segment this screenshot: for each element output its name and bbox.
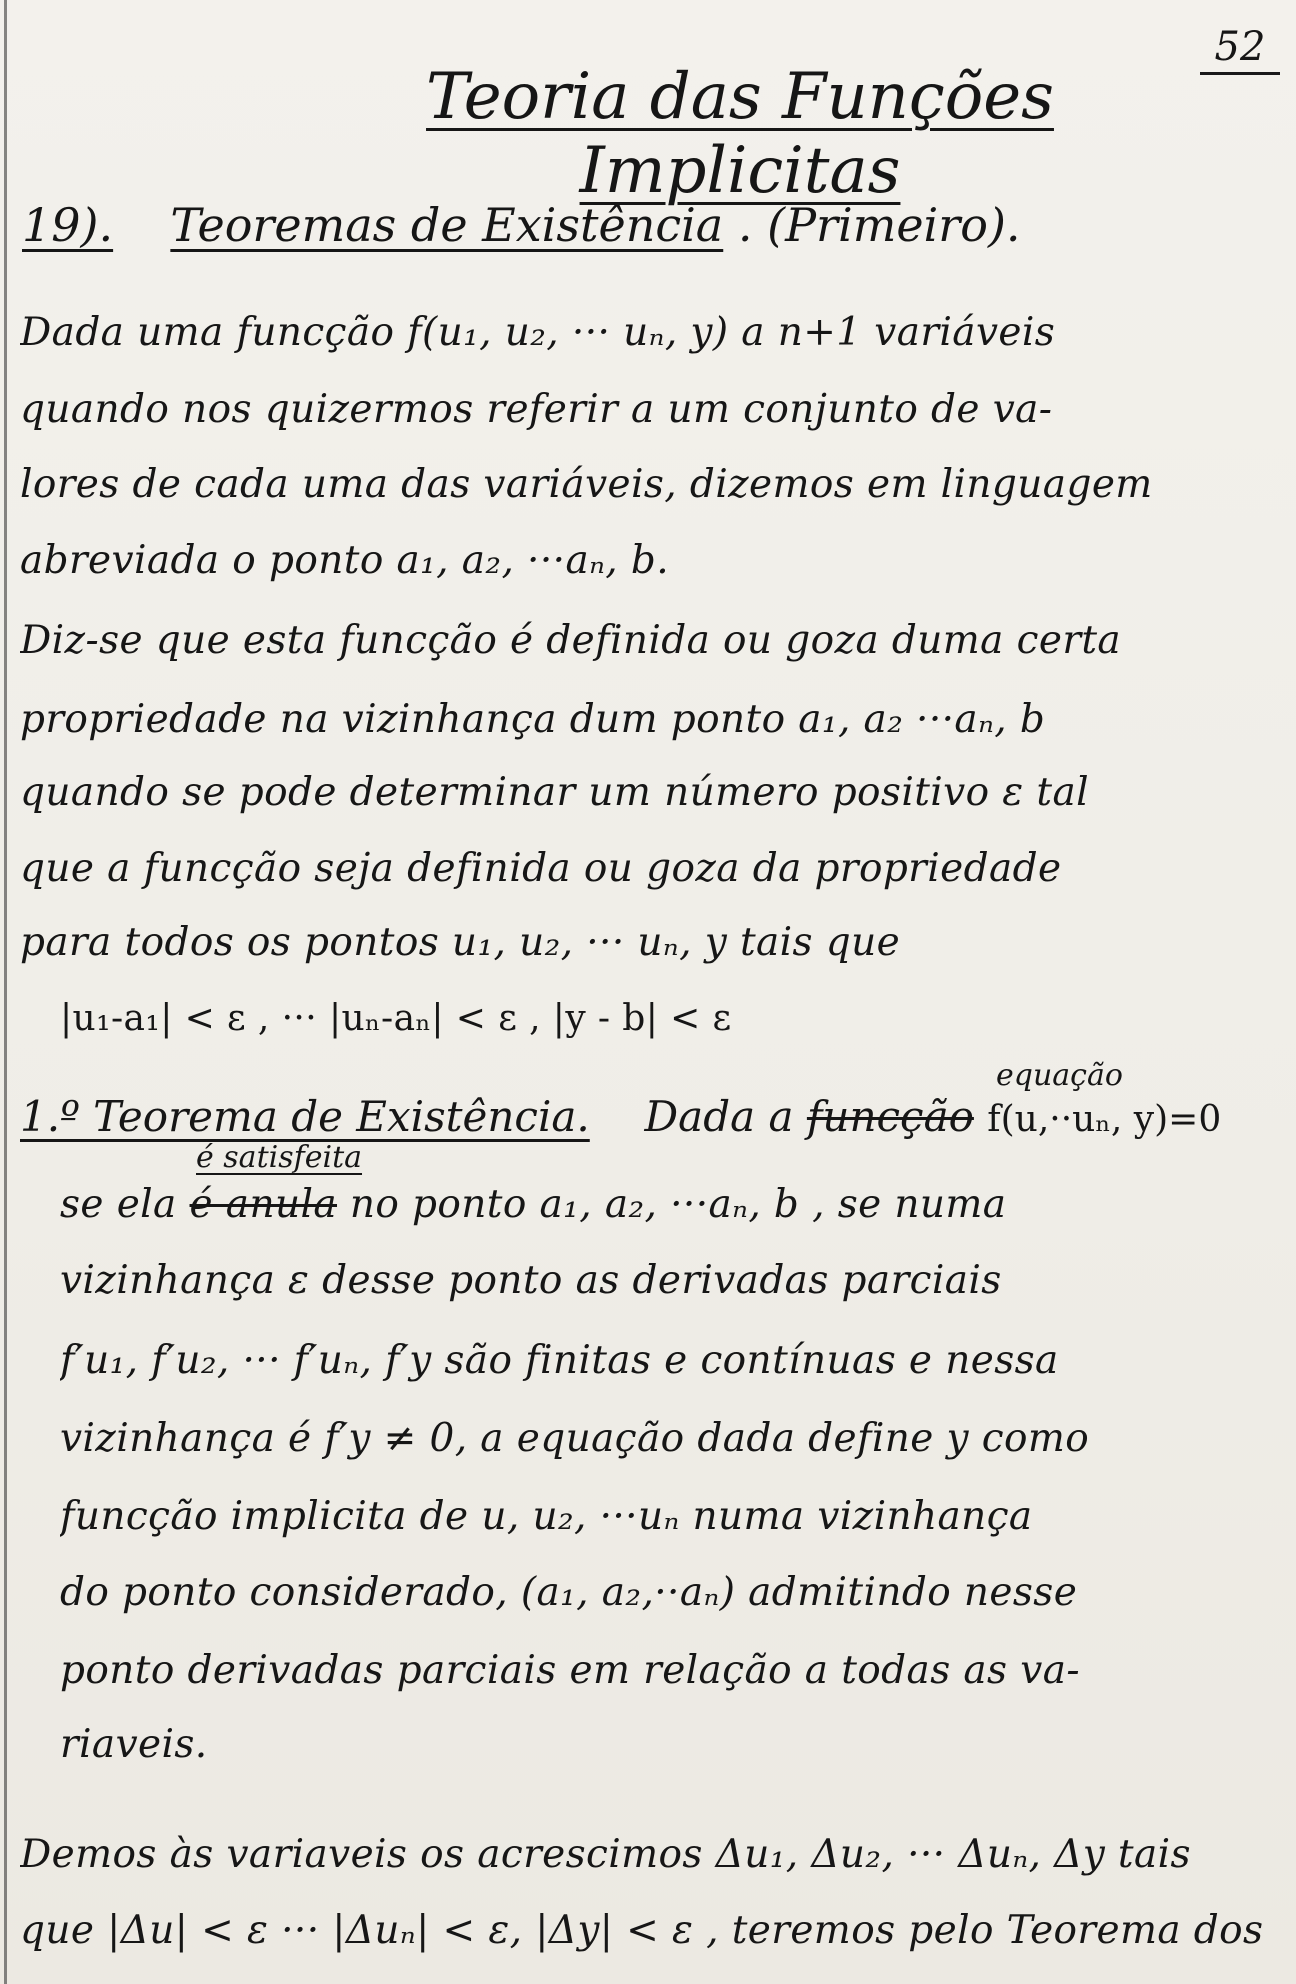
- theorem-line-5: funcção implicita de u, u₂, ···uₙ numa vizinhança: [60, 1494, 1033, 1539]
- paragraph1-line-2: quando nos quizermos referir a um conjunto de va-: [20, 387, 1053, 432]
- theorem-insert-equacao: equação: [996, 1058, 1123, 1093]
- theorem-line-3: f′u₁, f′u₂, ··· f′uₙ, f′y são finitas e contínuas e nessa: [60, 1338, 1059, 1383]
- theorem-insert-satisfeita: é satisfeita: [196, 1140, 363, 1175]
- paragraph1-line-7: quando se pode determinar um número positivo ε tal: [20, 770, 1090, 815]
- page-title: Teoria das Funções Implicitas: [426, 60, 1054, 208]
- page-number: 52: [1200, 24, 1280, 75]
- theorem-equation: f(u,··uₙ, y)=0: [987, 1099, 1222, 1140]
- theorem-line-4: vizinhança é f′y ≠ 0, a equação dada define y como: [60, 1416, 1090, 1461]
- theorem-title: 1.º Teorema de Existência.: [20, 1092, 590, 1141]
- theorem-line1-struck: é anula: [189, 1182, 338, 1227]
- theorem-line-1: [60, 1182, 1282, 1227]
- theorem-line1-rest: no ponto a₁, a₂, ···aₙ, b , se numa: [349, 1182, 1007, 1227]
- section-number: 19).: [22, 198, 114, 252]
- section-title: Teoremas de Existência: [170, 198, 724, 252]
- paragraph1-line-1: Dada uma funcção f(u₁, u₂, ··· uₙ, y) a n+1 variáveis: [20, 310, 1056, 355]
- theorem-line-8: riaveis.: [60, 1722, 208, 1767]
- paragraph2-line-2: que |Δu| < ε ··· |Δuₙ| < ε, |Δy| < ε , teremos pelo Teorema dos: [20, 1908, 1264, 1953]
- paragraph1-line-8: que a funcção seja definida ou goza da propriedade: [20, 846, 1062, 891]
- paragraph1-line-5: Diz-se que esta funcção é definida ou goza duma certa: [20, 618, 1122, 663]
- section-subtitle: . (Primeiro).: [737, 198, 1021, 252]
- left-margin-line: [4, 0, 7, 1984]
- theorem-heading: [20, 1092, 1282, 1141]
- section-heading: [22, 198, 1282, 252]
- theorem-line-7: ponto derivadas parciais em relação a todas as va-: [60, 1648, 1080, 1693]
- theorem-line-6: do ponto considerado, (a₁, a₂,··aₙ) admitindo nesse: [60, 1570, 1078, 1615]
- paragraph1-line-9: para todos os pontos u₁, u₂, ··· uₙ, y tais que: [20, 920, 901, 965]
- paragraph1-line-4: abreviada o ponto a₁, a₂, ···aₙ, b.: [20, 538, 670, 583]
- theorem-struck-word: funcção: [806, 1092, 974, 1141]
- paragraph1-line-3: lores de cada uma das variáveis, dizemos em linguagem: [20, 462, 1153, 507]
- theorem-lead: Dada a: [644, 1092, 794, 1141]
- paragraph2-line-1: Demos às variaveis os acrescimos Δu₁, Δu₂, ··· Δuₙ, Δy tais: [20, 1832, 1191, 1877]
- theorem-line1-prefix: se ela: [60, 1182, 177, 1227]
- theorem-line-2: vizinhança ε desse ponto as derivadas parciais: [60, 1258, 1002, 1303]
- paragraph1-line-6: propriedade na vizinhança dum ponto a₁, a₂ ···aₙ, b: [20, 697, 1046, 742]
- inequalities: |u₁-a₁| < ε , ··· |uₙ-aₙ| < ε , |y - b| < ε: [60, 998, 732, 1039]
